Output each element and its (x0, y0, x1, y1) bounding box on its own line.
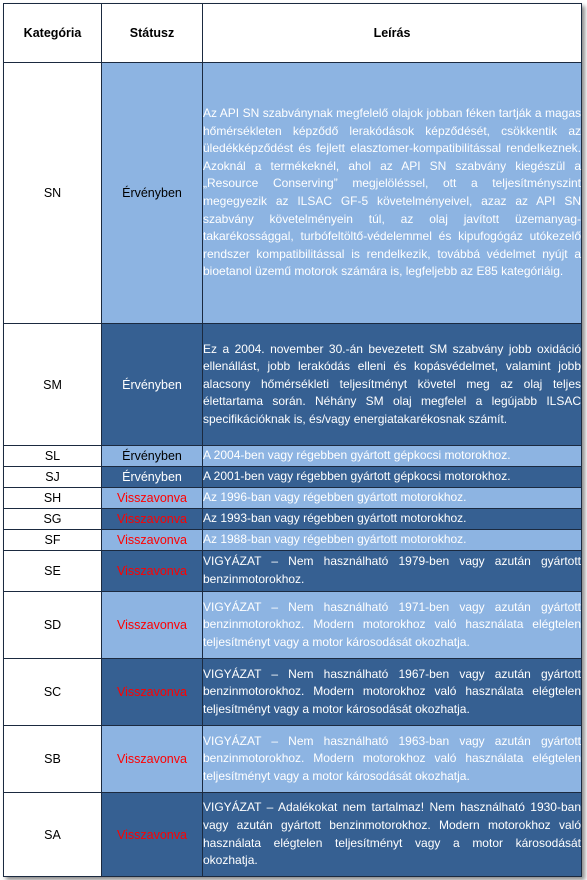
status-cell: Visszavonva (102, 509, 203, 530)
category-cell: SN (4, 63, 102, 324)
category-cell: SH (4, 488, 102, 509)
category-cell: SL (4, 446, 102, 467)
description-cell: Az 1993-ban vagy régebben gyártott motorokhoz. (203, 509, 582, 530)
description-cell: Ez a 2004. november 30.-án bevezetett SM szabvány jobb oxidáció ellenállást, jobb lerakódás elleni és kopásvédelmet, valamint jobb alacsony hőmérsékleti teljesítményt követel meg az olaj teljes élettartama során. Néhány SM olaj megfelel a legújabb ILSAC specifikációknak is, és/vagy energiatakarékosnak számít. (203, 324, 582, 446)
table-row (4, 63, 582, 324)
header-description: Leírás (203, 4, 582, 63)
status-cell: Visszavonva (102, 530, 203, 551)
status-cell: Érvényben (102, 63, 203, 324)
status-cell: Visszavonva (102, 551, 203, 592)
table-row (4, 726, 582, 793)
description-cell: Az 1988-ban vagy régebben gyártott motorokhoz. (203, 530, 582, 551)
oil-category-table (3, 3, 582, 877)
category-cell: SC (4, 659, 102, 726)
table-row (4, 793, 582, 877)
description-cell: VIGYÁZAT – Nem használható 1967-ben vagy azután gyártott benzinmotorokhoz. Modern motorokhoz való használata elégtelen teljesítményt vagy a motor károsodását okozhatja. (203, 659, 582, 726)
table-row (4, 509, 582, 530)
category-cell: SD (4, 592, 102, 659)
header-status: Státusz (102, 4, 203, 63)
description-cell: Az API SN szabványnak megfelelő olajok jobban féken tartják a magas hőmérsékleten képződő lerakódások képződését, csökkentik az üledékképződést és fejlett elasztomer-kompatibilitással rendelkeznek. Azoknál a termékeknél, ahol az API SN szabvány kiegészül a „Resource Conserving” megjelöléssel, ott a teljesítményszint megegyezik az ILSAC GF-5 követelményeivel, azaz az API SN szabvány követelményein túl, az olaj javított üzemanyag-takarékossággal, turbófeltöltő-védelemmel és kipufogógáz utókezelő rendszer kompatibilitással is rendelkezik, továbbá védelmet nyújt a bioetanol üzemű motorok számára is, legfeljebb az E85 kategóriáig. (203, 63, 582, 324)
category-cell: SM (4, 324, 102, 446)
status-cell: Visszavonva (102, 659, 203, 726)
description-cell: VIGYÁZAT – Nem használható 1971-ben vagy azután gyártott benzinmotorokhoz. Modern motorokhoz való használata elégtelen teljesítményt vagy a motor károsodását okozhatja. (203, 592, 582, 659)
category-cell: SE (4, 551, 102, 592)
status-cell: Érvényben (102, 446, 203, 467)
table-row (4, 324, 582, 446)
category-cell: SF (4, 530, 102, 551)
table-row (4, 551, 582, 592)
category-cell: SJ (4, 467, 102, 488)
status-cell: Visszavonva (102, 592, 203, 659)
description-cell: A 2001-ben vagy régebben gyártott gépkocsi motorokhoz. (203, 467, 582, 488)
table-row (4, 446, 582, 467)
table-row (4, 488, 582, 509)
status-cell: Visszavonva (102, 793, 203, 877)
table-row (4, 659, 582, 726)
status-cell: Érvényben (102, 467, 203, 488)
description-cell: Az 1996-ban vagy régebben gyártott motorokhoz. (203, 488, 582, 509)
status-cell: Visszavonva (102, 488, 203, 509)
description-cell: VIGYÁZAT – Nem használható 1963-ban vagy azután gyártott benzinmotorokhoz. Modern motorokhoz való használata elégtelen teljesítményt vagy a motor károsodását okozhatja. (203, 726, 582, 793)
header-row (4, 4, 582, 63)
category-cell: SB (4, 726, 102, 793)
header-category: Kategória (4, 4, 102, 63)
category-cell: SG (4, 509, 102, 530)
description-cell: VIGYÁZAT – Nem használható 1979-ben vagy azután gyártott benzinmotorokhoz. (203, 551, 582, 592)
status-cell: Visszavonva (102, 726, 203, 793)
description-cell: VIGYÁZAT – Adalékokat nem tartalmaz! Nem használható 1930-ban vagy azután gyártott benzinmotorokhoz. Modern motorokhoz való használata elégtelen teljesítményt vagy a motor károsodását okozhatja. (203, 793, 582, 877)
table-row (4, 592, 582, 659)
status-cell: Érvényben (102, 324, 203, 446)
table-row (4, 530, 582, 551)
table-row (4, 467, 582, 488)
description-cell: A 2004-ben vagy régebben gyártott gépkocsi motorokhoz. (203, 446, 582, 467)
category-cell: SA (4, 793, 102, 877)
